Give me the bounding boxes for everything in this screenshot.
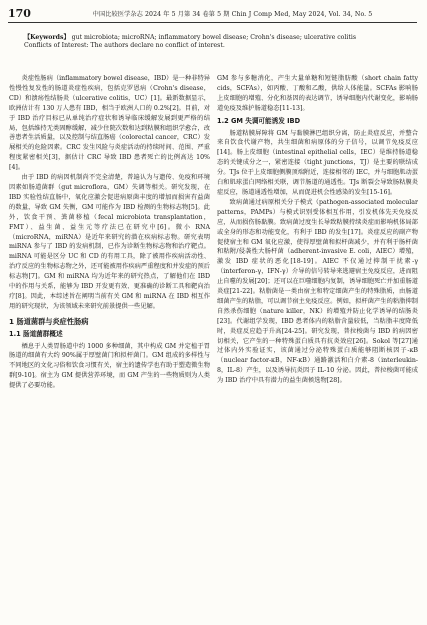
section-1-1-paragraph: 栖息于人类胃肠道中约 1000 多种细菌，其中构成 GM 并定植于胃肠道的细菌有大约 90%属于厚壁菌门和拟杆菌门。GM 组成的多样性与不同地区的文化习俗和饮食习惯有关，宿主的遗传学也有助于塑造微生物群[9-10]。宿主为 GM 提供营养环境，而 GM 产生的一些物质则为人类提供了必要功能。 <box>9 342 210 390</box>
intro-paragraph-1: 炎症性肠病（inflammatory bowel disease，IBD）是一种非特异性慢性复发性的肠道炎症性疾病，包括克罗恩病（Crohn's disease，CD）和溃疡性结肠炎（ulcerative colitis，UC）[1]。最新数据显示，欧洲估计有 130 万人患有 IBD，相当于欧洲人口的 0.2%[2]。目前，对于 IBD 治疗目标已从单纯治疗症状和诱导临床缓解发展到更严格的结局，包括维持无类固醇缓解，减少住院次数和达到粘膜和组织学愈合，改善患者生活质量，以及控制与结直肠癌（colorectal cancer，CRC）发展相关的危险因素。CRC 发生风险与炎症活动的持续时间、范围、严重程度紧密相关[3]，据估计 CRC 导致 IBD 患者死亡的比例高达 10%[4]。 <box>9 75 210 172</box>
section-1-2-heading: 1.2 GM 失调可能诱发 IBD <box>217 116 301 125</box>
keywords-line <box>24 34 413 42</box>
section-1-2-paragraph-2: 致病菌通过病原相关分子模式（pathogen-associated molecular patterns，PAMPs）与模式识别受体相互作用，引发机体先天免疫反应，从而损伤肠黏膜。致病菌过度生长导致粘膜持续炎症而影响机体局部或全身的形态和功能变化，有利于 IBD 的发生[17]。炎症反应的副产物促使宿主和 GM 氧化应激，使得厚壁菌和拟杆菌减少，并有利于肠杆菌和粘附/侵袭性大肠杆菌（adherent-invasive E. coli，AIEC）增殖，激发 IBD 症状的恶化[18-19]。AIEC 不仅通过抑制干扰素-γ（interferon-γ，IFN-γ）介导的信号转导来逃避宿主免疫反应，进而阻止自噬的发展[20]；还可以在巨噬细胞内复制，诱导细胞死亡并加重肠道炎症[21-22]。粘脂菌是一类由宿主和特定细菌产生的特殊脂质，由肠道细菌产生的粘脂，可以调节宿主免疫反应。例如，拟杆菌产生的粘脂抑制自然杀伤细胞（nature killer，NK）的增殖并防止化学诱导的结肠炎[23]。代谢组学发现，IBD 患者体内的粘脂含量较低，当粘脂丰度降低时，炎症反应趋于升高[24-25]。研究发现，普拉梭菌与 IBD 的病因密切相关，它产生的一种特殊蛋白质具有抗炎效应[26]。Sokol 等[27]通过体内外实验证实，该菌通过分泌特殊蛋白质能够阻断核因子-κB（nuclear factor-κB，NF-κB）通路激活和白介素-8（interleukin-8，IL-8）产生，以及诱导抗炎因子 IL-10 分泌。因此，普拉梭菌可能成为 IBD 治疗中具有潜力的益生菌候选物[28]。 <box>217 198 418 385</box>
left-column <box>9 74 210 391</box>
section-1-1-heading: 1.1 肠道菌群概述 <box>9 329 63 338</box>
section-1-2-paragraph-1: 肠道粘膜屏障将 GM 与黏膜淋巴组织分离，防止炎症反应，并整合来自饮食代谢产物，共生细菌和病原体的分子信号，以调节免疫反应[14]。肠上皮细胞（intestinal epithelial cells，IEC）是维持肠道稳态的关键成分之一，紧密连接（tight junctions，TJ）是主要的联结成分。TJs 位于上皮细胞侧膜顶端附近，连接相邻的 IEC，并与细胞肌动蛋白和肌球蛋白网络相关联，调节肠道的通透性。TJs 断裂会导致肠粘膜炎症反应，肠道通透性增加，从而促进机会性感染的发生[15-16]。 <box>217 129 418 196</box>
right-column <box>217 74 418 386</box>
journal-title: 中国比较医学杂志 2024 年 5 月第 34 卷第 5 期 Chin J Comp Med, May 2024, Vol. 34, No. 5 <box>92 10 373 18</box>
keywords-label: 【Keywords】 <box>24 34 70 41</box>
keywords-block <box>24 34 413 51</box>
page-number: 170 <box>8 6 31 20</box>
keywords-text: gut microbiota; microRNA; inflammatory bowel disease; Crohn's disease; ulcerative colitis <box>71 34 356 41</box>
section-1-heading: 1 肠道菌群与炎症性肠病 <box>9 316 89 326</box>
running-header <box>8 6 417 23</box>
intro-paragraph-2: 由于 IBD 的病因机制尚不完全清楚，普遍认为与遗传、免疫和环境因素如肠道菌群（gut microflora，GM）失调等相关。研究发现，在 IBD 实验性结直肠中，氧化应激会促进病原菌丰度的增加而损害有益菌的数量，导致 GM 失衡，GM 可能作为 IBD 检测的生物标志物[5]。此外，饮食干预、粪菌移植（fecal microbiota transplantation，FMT）、益生菌、益生元等疗法已在研究中[6]。微小 RNA（microRNA，miRNA）是近年来研究的潜在疾病标志物。研究表明 miRNA 参与了 IBD 的发病机制，已作为诊断生物标志物和治疗靶点。miRNA 可能是区分 UC 和 CD 的有用工具，除了被用作疾病活动性、治疗反应的生物标志物之外，还可能被用作疾病严重程度和并发症的预后标志物[7]。GM 和 miRNA 均为近年来的研究热点，了解他们在 IBD 中的作用与关系，能够为 IBD 开发更有效、更准确的诊断工具和靶向治疗[8]。因此，本综述旨在阐明当前有关 GM 和 miRNA 在 IBD 相互作用的研究现状，为该领域未来研究前景提供一些见解。 <box>9 174 210 310</box>
conflict-statement: Conflicts of Interest: The authors declare no conflict of interest. <box>24 42 225 50</box>
section-1-1-paragraph-continued: GM 参与多糖消化，产生大量单糖和短链脂肪酸（short chain fatty cids，SCFAs），如丙酸、丁酸和乙酸，供给人体能量。SCFAs 影响肠上皮细胞的增殖、分化和基因的表达调节，诱导细胞内代谢变化，影响肠道免疫及维护肠道稳态[11-13]。 <box>217 75 418 112</box>
